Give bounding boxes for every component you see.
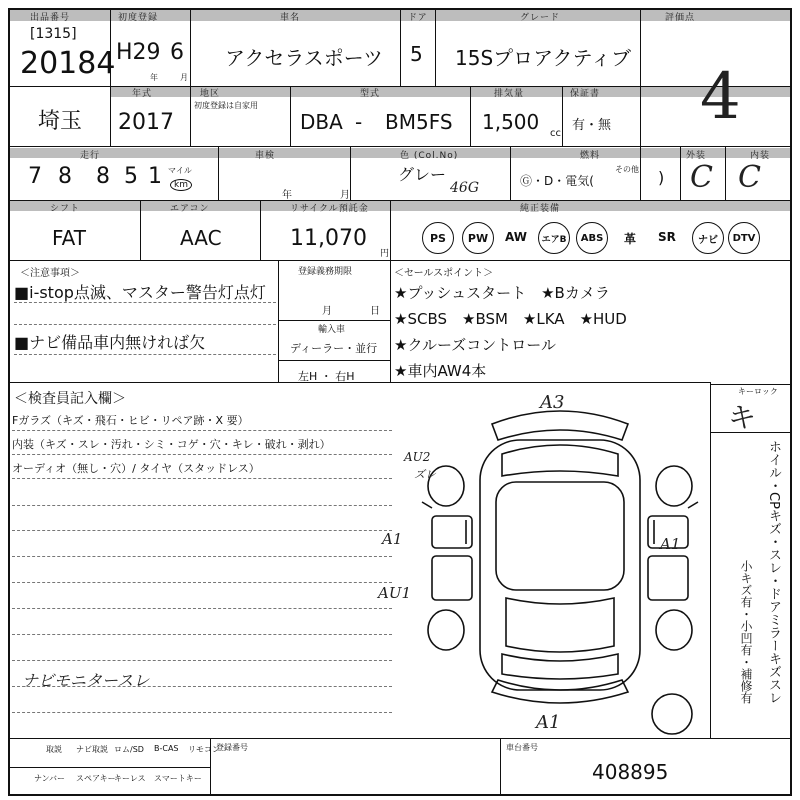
keylock-title: キーロック	[738, 387, 778, 396]
km-label: km	[170, 179, 192, 191]
inspector-dash	[12, 556, 392, 557]
registration-day: 日	[370, 306, 380, 317]
lot-prefix: [1315]	[30, 26, 77, 42]
inspector-dash	[12, 634, 392, 635]
rule-v-435	[435, 10, 436, 86]
caption-aircon: エアコン	[170, 204, 210, 214]
rule-v-278	[278, 260, 279, 382]
inspector-line: 内装（キズ・スレ・汚れ・シミ・コゲ・穴・キレ・破れ・剥れ）	[12, 438, 331, 451]
notes-dash-1	[14, 302, 276, 303]
rule-v-510	[510, 146, 511, 200]
inspector-dash	[12, 430, 392, 431]
equipment-airbag: エアB	[538, 222, 570, 254]
inspector-dash	[12, 608, 392, 609]
sales-point: ★車内AW4本	[394, 362, 487, 380]
caption-car-name: 車名	[280, 13, 301, 23]
rule-h-148	[10, 146, 790, 147]
fuel-close: )	[658, 168, 665, 187]
inspector-dash	[12, 478, 392, 479]
footer-item: リモコン	[188, 745, 220, 754]
inspector-dash	[12, 454, 392, 455]
displacement-value: 1,500	[482, 110, 540, 134]
note-line: ■i-stop点滅、マスター警告灯点灯	[14, 283, 266, 302]
rule-v-190	[190, 10, 191, 146]
caption-score: 評価点	[665, 13, 696, 23]
type-separator: -	[355, 110, 363, 134]
rule-h-reg-2	[278, 360, 390, 361]
right-column-text-2: 小キズ有・小凹有・補修有	[739, 560, 753, 704]
first-reg-note: 初度登録は自家用	[194, 101, 258, 110]
rule-h-738	[10, 738, 790, 739]
damage-mark-left-upper: A1	[382, 530, 403, 548]
equipment-leather: 革	[624, 232, 637, 246]
caption-guarantee: 保証書	[570, 89, 601, 99]
inspector-dash	[12, 660, 392, 661]
footer-item: B-CAS	[154, 744, 179, 753]
rule-v-260	[260, 200, 261, 260]
caption-region: 地区	[200, 89, 221, 99]
right-column-text-1: ホイル・CPキズ・スレ・ドアミラーキズスレ	[766, 440, 781, 704]
caption-exterior: 外装	[686, 151, 707, 161]
caption-type: 型式	[360, 89, 381, 99]
footer-reg-label: 登録番号	[216, 743, 248, 752]
registration-month: 月	[322, 306, 332, 317]
fuel-other: その他	[615, 165, 639, 174]
note-line: ■ナビ備品車内無ければ欠	[14, 333, 206, 352]
inspection-month: 月	[340, 190, 350, 201]
equipment-pw: PW	[462, 222, 494, 254]
caption-mileage: 走行	[80, 151, 101, 161]
damage-mark-top-left: AU2	[404, 450, 431, 464]
caption-doors: ドア	[408, 13, 428, 23]
sales-point: ★クルーズコントロール	[394, 336, 556, 354]
region-value: 埼玉	[38, 109, 83, 134]
first-reg-month: 6	[170, 40, 184, 65]
equipment-aw: AW	[505, 230, 527, 244]
color-value: グレー	[398, 165, 447, 184]
fuel-options: Ⓖ・D・電気(	[520, 174, 594, 188]
model-year-value: 2017	[118, 110, 174, 135]
notes-title: ＜注意事項＞	[20, 268, 80, 279]
yen-unit: 円	[380, 249, 390, 259]
caption-inspection: 車検	[255, 151, 276, 161]
inspector-dash	[12, 530, 392, 531]
cc-unit: cc	[550, 128, 561, 139]
rule-v-500	[500, 738, 501, 796]
rule-v-470	[470, 86, 471, 146]
sales-point: ★SCBS ★BSM ★LKA ★HUD	[394, 310, 627, 328]
aircon-value: AAC	[180, 226, 222, 250]
rule-v-220	[218, 146, 219, 200]
damage-mark-left-lower: AU1	[378, 584, 412, 602]
unit-year: 年	[150, 73, 158, 82]
inspector-title: ＜検査員記入欄＞	[14, 391, 126, 407]
caption-color: 色 (Col.No)	[400, 151, 459, 161]
equipment-sr: SR	[658, 230, 676, 244]
rule-v-390	[390, 200, 391, 382]
notes-dash-3	[14, 354, 276, 355]
inspector-dash	[12, 582, 392, 583]
rule-h-384r	[710, 384, 790, 385]
mileage-digit: 1	[148, 164, 162, 189]
inspector-dash	[12, 505, 392, 506]
mile-label: マイル	[168, 166, 192, 175]
rule-h-86	[10, 86, 790, 87]
car-name: アクセラスポーツ	[225, 46, 383, 70]
inspector-line: オーディオ（無し・穴）/ タイヤ（スタッドレス）	[12, 462, 260, 475]
caption-model-year: 年式	[132, 89, 153, 99]
footer-chassis-label: 車台番号	[506, 743, 538, 752]
rule-v-640	[640, 10, 641, 200]
equipment-abs: ABS	[576, 222, 608, 254]
sales-title: ＜セールスポイント＞	[394, 268, 494, 279]
damage-mark-top-left-sub: ズレ	[414, 468, 436, 481]
notes-dash-2	[14, 324, 276, 325]
keylock-value: キ	[728, 401, 757, 434]
score-value: 4	[700, 60, 741, 134]
inspector-line: Fガラズ（キズ・飛石・ヒビ・リペア跡・X 要）	[12, 414, 249, 427]
damage-mark-right: A1	[660, 535, 681, 553]
caption-shift: シフト	[50, 204, 81, 214]
inspection-year: 年	[282, 190, 292, 201]
footer-item: スペアキー	[76, 774, 116, 783]
footer-item: キーレス	[114, 774, 146, 783]
caption-first-reg: 初度登録	[118, 13, 159, 23]
era-year: H29	[116, 40, 161, 65]
caption-lot: 出品番号	[30, 13, 71, 23]
rule-v-350	[350, 146, 351, 200]
inspector-dash	[12, 712, 392, 713]
mileage-digit: 8	[58, 164, 72, 189]
rule-v-680	[680, 146, 681, 200]
footer-item: 取説	[46, 745, 62, 754]
exterior-grade: C	[690, 160, 713, 195]
rule-h-260	[10, 260, 790, 261]
caption-grade: グレード	[520, 13, 561, 23]
rule-h-200	[10, 200, 790, 201]
caption-equipment: 純正装備	[520, 204, 561, 214]
rule-v-710	[710, 382, 711, 738]
equipment-dtv: DTV	[728, 222, 760, 254]
mileage-digit: 7	[28, 164, 42, 189]
equipment-ps: PS	[422, 222, 454, 254]
caption-recycle: リサイクル預託金	[290, 204, 369, 214]
equipment-navi: ナビ	[692, 222, 724, 254]
sales-point: ★プッシュスタート ★Bカメラ	[394, 284, 610, 302]
doors-value: 5	[410, 42, 423, 66]
unit-month: 月	[180, 73, 188, 82]
footer-item: スマートキー	[154, 774, 202, 783]
caption-fuel: 燃料	[580, 151, 601, 161]
type-model: BM5FS	[385, 110, 453, 134]
dealer-option: ディーラー・並行	[290, 342, 378, 355]
chassis-number: 408895	[592, 760, 669, 784]
rule-h-382	[10, 382, 710, 383]
damage-mark-bottom: A1	[536, 712, 561, 733]
footer-item: ナビ取説	[76, 745, 108, 754]
registration-title: 登録義務期限	[298, 267, 353, 277]
lot-number: 20184	[20, 46, 116, 81]
mileage-digit: 5	[124, 164, 138, 189]
rule-v-290	[290, 86, 291, 146]
damage-mark-top: A3	[540, 392, 565, 413]
type-prefix: DBA	[300, 110, 343, 134]
interior-grade: C	[738, 160, 761, 195]
rule-v-562	[562, 86, 563, 146]
recycle-value: 11,070	[290, 226, 367, 251]
footer-item: ロム/SD	[114, 745, 144, 754]
rule-h-reg-1	[278, 320, 390, 321]
steering-option: 左H ・ 右H	[298, 370, 355, 383]
import-title: 輸入車	[318, 325, 346, 335]
mileage-digit: 8	[96, 164, 110, 189]
car-diagram	[410, 384, 710, 736]
rule-v-400	[400, 10, 401, 86]
caption-engine: 排気量	[494, 89, 525, 99]
rule-v-140	[140, 200, 141, 260]
shift-value: FAT	[52, 226, 87, 250]
footer-item: ナンバー	[34, 774, 66, 783]
rule-v-725	[725, 146, 726, 200]
color-number: 46G	[450, 180, 479, 196]
header-band-4	[10, 201, 790, 211]
rule-h-768	[10, 767, 210, 768]
guarantee-options: 有・無	[572, 118, 612, 133]
inspector-handwriting: ナビモニタースレ	[22, 671, 150, 690]
caption-interior: 内装	[750, 151, 771, 161]
grade-value: 15Sプロアクティブ	[455, 46, 631, 70]
